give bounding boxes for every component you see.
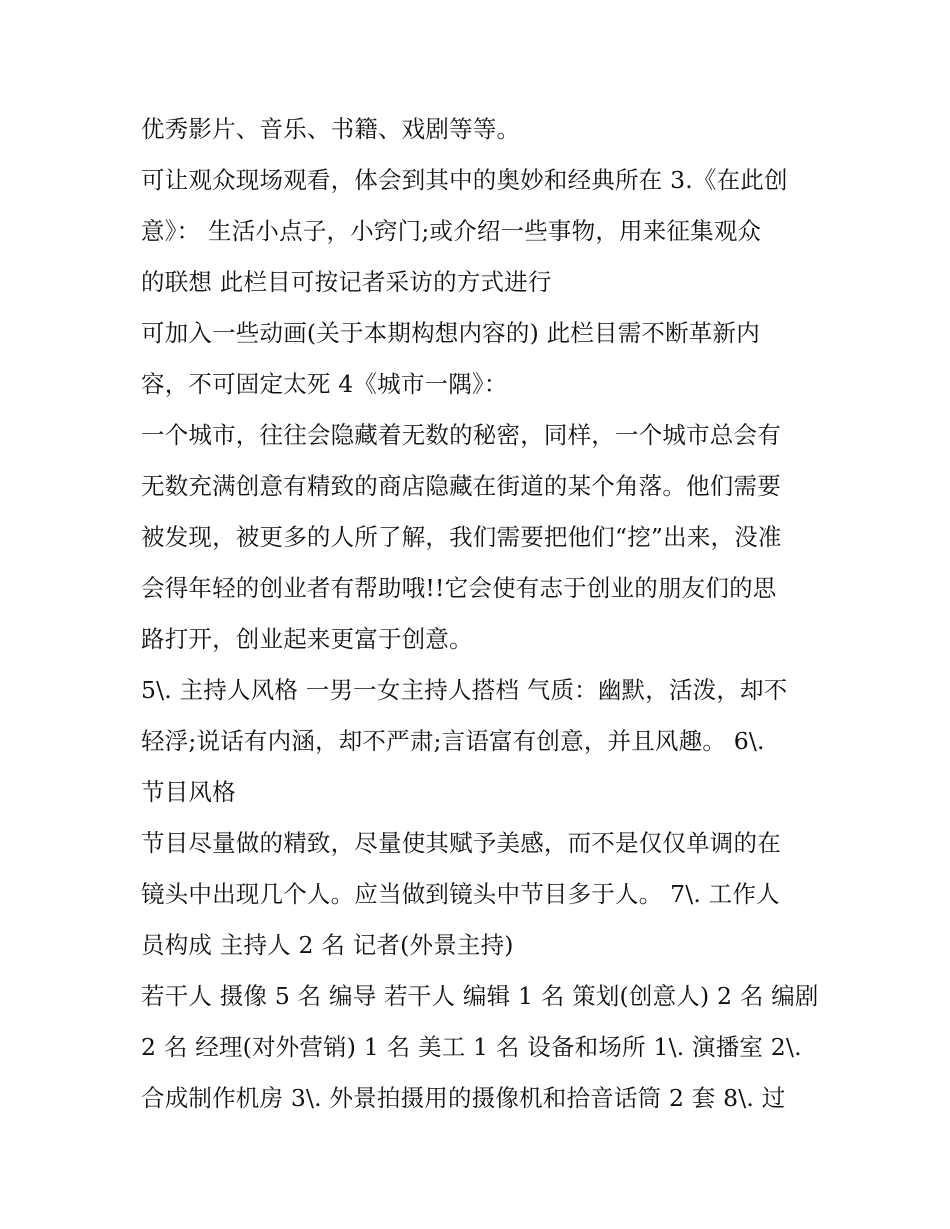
text-line: 意》： 生活小点子，小窍门;或介绍一些事物，用来征集观众 (141, 217, 762, 245)
text-line: 若干人 摄像 5 名 编导 若干人 编辑 1 名 策划(创意人) 2 名 编剧 (141, 982, 819, 1010)
text-line: 容，不可固定太死 4《城市一隅》： (141, 370, 508, 398)
text-line: 员构成 主持人 2 名 记者(外景主持) (141, 931, 514, 959)
text-line: 可加入一些动画(关于本期构想内容的) 此栏目需不断革新内 (141, 319, 760, 347)
text-line: 轻浮;说话有内涵，却不严肃;言语富有创意，并且风趣。 6\. (141, 727, 765, 755)
text-line: 一个城市，往往会隐藏着无数的秘密，同样，一个城市总会有 (141, 421, 781, 449)
text-line: 路打开，创业起来更富于创意。 (141, 625, 473, 653)
text-line: 优秀影片、音乐、书籍、戏剧等等。 (141, 115, 521, 143)
text-line: 的联想 此栏目可按记者采访的方式进行 (141, 268, 552, 296)
text-line: 可让观众现场观看，体会到其中的奥妙和经典所在 3.《在此创 (141, 166, 788, 194)
text-line: 被发现，被更多的人所了解，我们需要把他们“挖”出来，没准 (141, 523, 782, 551)
text-line: 会得年轻的创业者有帮助哦!!它会使有志于创业的朋友们的思 (141, 574, 777, 602)
text-line: 2 名 经理(对外营销) 1 名 美工 1 名 设备和场所 1\. 演播室 2\. (141, 1033, 802, 1061)
text-line: 镜头中出现几个人。应当做到镜头中节目多于人。 7\. 工作人 (141, 880, 780, 908)
text-line: 无数充满创意有精致的商店隐藏在街道的某个角落。他们需要 (141, 472, 781, 500)
text-line: 合成制作机房 3\. 外景拍摄用的摄像机和拾音话筒 2 套 8\. 过 (141, 1084, 786, 1112)
text-line: 节目风格 (141, 778, 236, 806)
text-line: 5\. 主持人风格 一男一女主持人搭档 气质：幽默，活泼，却不 (141, 676, 788, 704)
text-line: 节目尽量做的精致，尽量使其赋予美感，而不是仅仅单调的在 (141, 829, 781, 857)
document-body (141, 104, 821, 1124)
